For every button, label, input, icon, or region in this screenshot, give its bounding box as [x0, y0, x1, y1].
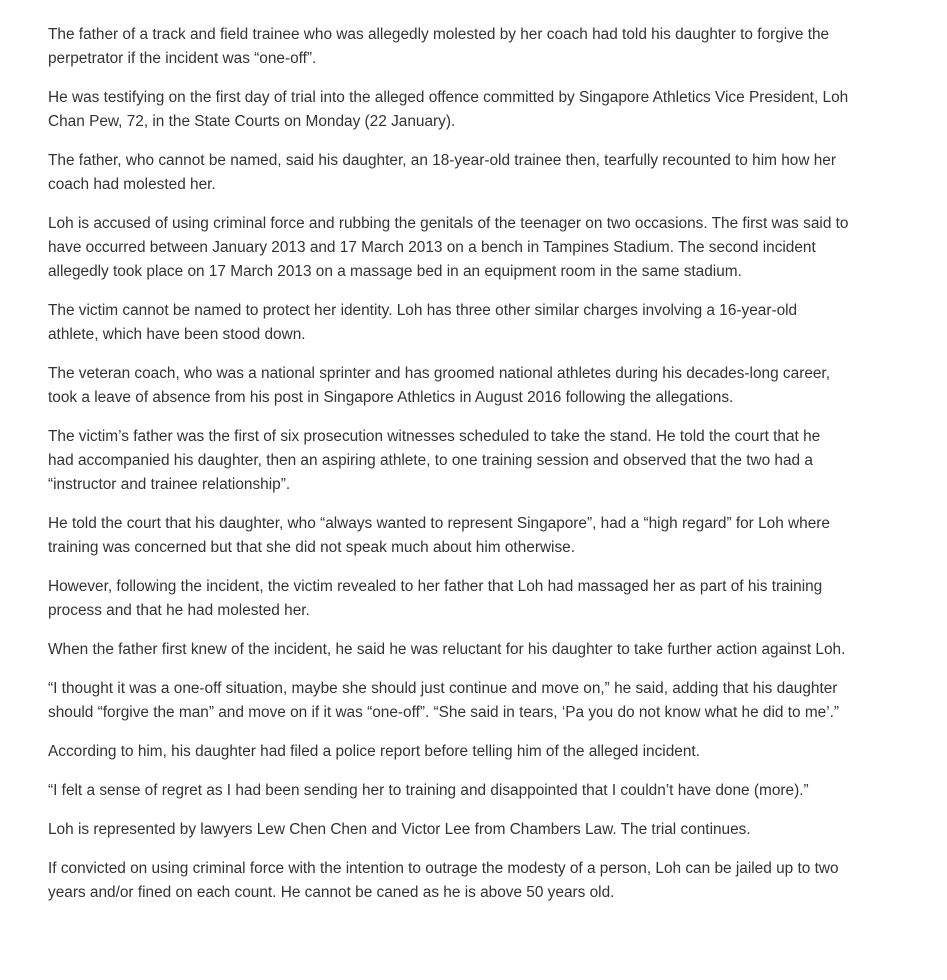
paragraph-14: Loh is represented by lawyers Lew Chen Chen and Victor Lee from Chambers Law. The trial continues.: [48, 821, 751, 838]
paragraph-11: “I thought it was a one-off situation, maybe she should just continue and move on,” he said, adding that his daughter should “forgive the man” and move on if it was “one-off”. “She said in tears, ‘Pa you do not know what he did to me’.”: [48, 680, 840, 721]
paragraph-6: The veteran coach, who was a national sprinter and has groomed national athletes during his decades-long career, took a leave of absence from his post in Singapore Athletics in August 2016 following the allegations.: [48, 365, 830, 406]
paragraph-9: However, following the incident, the victim revealed to her father that Loh had massaged her as part of his training process and that he had molested her.: [48, 578, 823, 619]
paragraph-3: The father, who cannot be named, said his daughter, an 18-year-old trainee then, tearfully recounted to him how her coach had molested her.: [48, 152, 836, 193]
paragraph-12: According to him, his daughter had filed a police report before telling him of the alleged incident.: [48, 743, 700, 760]
paragraph-7: The victim’s father was the first of six prosecution witnesses scheduled to take the stand. He told the court that he had accompanied his daughter, then an aspiring athlete, to one training session and observed that the two had a “instructor and trainee relationship”.: [48, 428, 821, 493]
article-body: [48, 23, 850, 920]
paragraph-1: The father of a track and field trainee who was allegedly molested by her coach had told his daughter to forgive the perpetrator if the incident was “one-off”.: [48, 26, 830, 67]
paragraph-10: When the father first knew of the incident, he said he was reluctant for his daughter to take further action against Loh.: [48, 641, 846, 658]
paragraph-8: He told the court that his daughter, who “always wanted to represent Singapore”, had a “high regard” for Loh where training was concerned but that she did not speak much about him otherwise.: [48, 515, 830, 556]
paragraph-2: He was testifying on the first day of trial into the alleged offence committed by Singapore Athletics Vice President, Loh Chan Pew, 72, in the State Courts on Monday (22 January).: [48, 89, 849, 130]
paragraph-4: Loh is accused of using criminal force and rubbing the genitals of the teenager on two occasions. The first was said to have occurred between January 2013 and 17 March 2013 on a bench in Tampines Stadium. The second incident allegedly took place on 17 March 2013 on a massage bed in an equipment room in the same stadium.: [48, 215, 849, 280]
paragraph-13: “I felt a sense of regret as I had been sending her to training and disappointed that I couldn’t have done (more).”: [48, 782, 809, 799]
paragraph-15: If convicted on using criminal force with the intention to outrage the modesty of a person, Loh can be jailed up to two years and/or fined on each count. He cannot be caned as he is above 50 years old.: [48, 860, 839, 901]
paragraph-5: The victim cannot be named to protect her identity. Loh has three other similar charges involving a 16-year-old athlete, which have been stood down.: [48, 302, 798, 343]
